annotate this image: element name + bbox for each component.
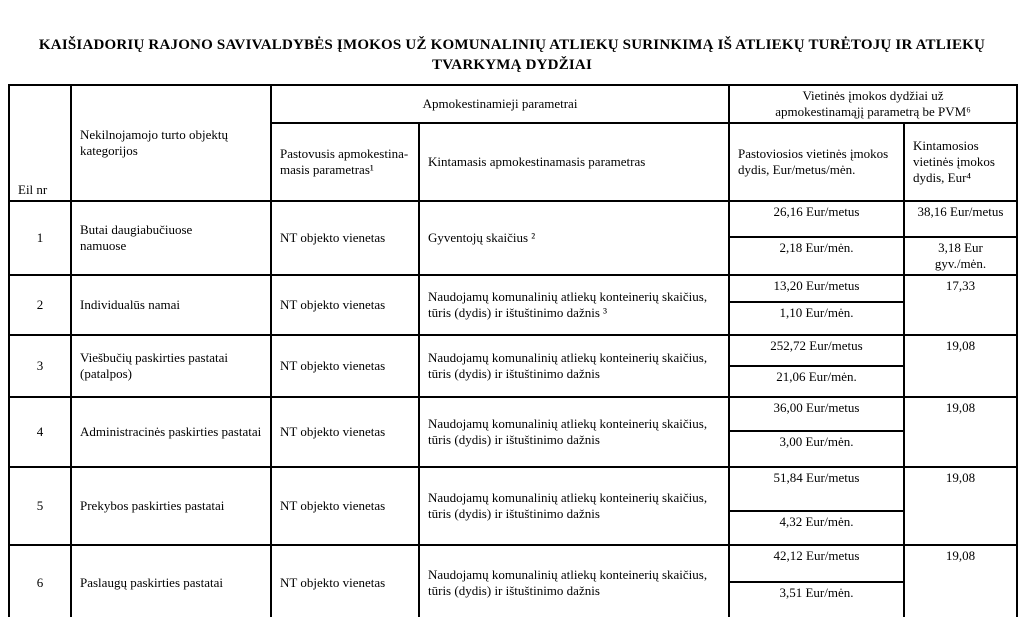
row-5-fixed-fee-month: 4,32 Eur/mėn. (729, 511, 904, 545)
row-1-nr: 1 (9, 201, 71, 275)
row-5-category: Prekybos paskirties pastatai (71, 467, 271, 545)
header-fixed-fee: Pastoviosios vietinės įmokos dydis, Eur/metus/mėn. (729, 123, 904, 201)
row-4-variable-fee: 19,08 (904, 397, 1017, 467)
fees-table (8, 84, 1018, 617)
row-2-category: Individualūs namai (71, 275, 271, 335)
row-4-fixed-param: NT objekto vienetas (271, 397, 419, 467)
row-2-fixed-fee-year: 13,20 Eur/metus (729, 275, 904, 302)
row-1-category (71, 201, 271, 275)
row-3-variable-param: Naudojamų komunalinių atliekų konteinerių skaičius, tūris (dydis) ir ištuštinimo dažnis (419, 335, 729, 397)
header-category: Nekilnojamojo turto objektų kategorijos (71, 85, 271, 201)
row-6-nr: 6 (9, 545, 71, 617)
header-group-local-fees (729, 85, 1017, 123)
document-title (0, 36, 1024, 75)
row-5-variable-fee: 19,08 (904, 467, 1017, 545)
row-4-fixed-fee-month: 3,00 Eur/mėn. (729, 431, 904, 467)
row-6-fixed-param: NT objekto vienetas (271, 545, 419, 617)
header-group-taxable-params: Apmokestinamieji parametrai (271, 85, 729, 123)
header-variable-param: Kintamasis apmokestinamasis parametras (419, 123, 729, 201)
header-group-local-fees-text: Vietinės įmokos dydžiai už apmokestinamąjį parametrą be PVM⁶ (775, 88, 971, 119)
row-1-category-text: Butai daugiabučiuose namuose (80, 221, 193, 253)
row-1-variable-fee-year: 38,16 Eur/metus (904, 201, 1017, 237)
row-6-category: Paslaugų paskirties pastatai (71, 545, 271, 617)
header-variable-fee: Kintamosios vietinės įmokos dydis, Eur⁴ (904, 123, 1017, 201)
row-1-fixed-fee-year: 26,16 Eur/metus (729, 201, 904, 237)
row-6-fixed-fee-month: 3,51 Eur/mėn. (729, 582, 904, 617)
row-3-nr: 3 (9, 335, 71, 397)
row-3-fixed-fee-month: 21,06 Eur/mėn. (729, 366, 904, 397)
row-6-fixed-fee-year: 42,12 Eur/metus (729, 545, 904, 582)
row-5-fixed-param: NT objekto vienetas (271, 467, 419, 545)
title-line-1: KAIŠIADORIŲ RAJONO SAVIVALDYBĖS ĮMOKOS UŽ KOMUNALINIŲ ATLIEKŲ SURINKIMĄ IŠ ATLIEKŲ TURĖTOJŲ IR ATLIEKŲ (38, 37, 986, 53)
row-1-fixed-fee-month: 2,18 Eur/mėn. (729, 237, 904, 275)
row-1-variable-param: Gyventojų skaičius ² (419, 201, 729, 275)
row-4-category: Administracinės paskirties pastatai (71, 397, 271, 467)
document-page (0, 36, 1024, 617)
row-3-variable-fee: 19,08 (904, 335, 1017, 397)
row-3-fixed-param: NT objekto vienetas (271, 335, 419, 397)
header-fixed-param: Pastovusis apmokestina-masis parametras¹ (271, 123, 419, 201)
row-1-variable-fee-month: 3,18 Eur gyv./mėn. (904, 237, 1017, 275)
row-2-fixed-fee-month: 1,10 Eur/mėn. (729, 302, 904, 335)
row-3-category: Viešbučių paskirties pastatai (patalpos) (71, 335, 271, 397)
header-eil-nr: Eil nr (9, 85, 71, 201)
row-3-fixed-fee-year: 252,72 Eur/metus (729, 335, 904, 366)
row-2-fixed-param: NT objekto vienetas (271, 275, 419, 335)
row-4-nr: 4 (9, 397, 71, 467)
row-2-variable-fee: 17,33 (904, 275, 1017, 335)
row-2-nr: 2 (9, 275, 71, 335)
row-4-fixed-fee-year: 36,00 Eur/metus (729, 397, 904, 431)
title-line-2: TVARKYMĄ DYDŽIAI (431, 56, 593, 73)
row-6-variable-param: Naudojamų komunalinių atliekų konteinerių skaičius, tūris (dydis) ir ištuštinimo dažnis (419, 545, 729, 617)
row-5-fixed-fee-year: 51,84 Eur/metus (729, 467, 904, 511)
row-5-nr: 5 (9, 467, 71, 545)
row-5-variable-param: Naudojamų komunalinių atliekų konteinerių skaičius, tūris (dydis) ir ištuštinimo dažnis (419, 467, 729, 545)
row-1-fixed-param: NT objekto vienetas (271, 201, 419, 275)
row-6-variable-fee: 19,08 (904, 545, 1017, 617)
row-4-variable-param: Naudojamų komunalinių atliekų konteinerių skaičius, tūris (dydis) ir ištuštinimo dažnis (419, 397, 729, 467)
row-2-variable-param: Naudojamų komunalinių atliekų konteinerių skaičius, tūris (dydis) ir ištuštinimo dažnis ³ (419, 275, 729, 335)
